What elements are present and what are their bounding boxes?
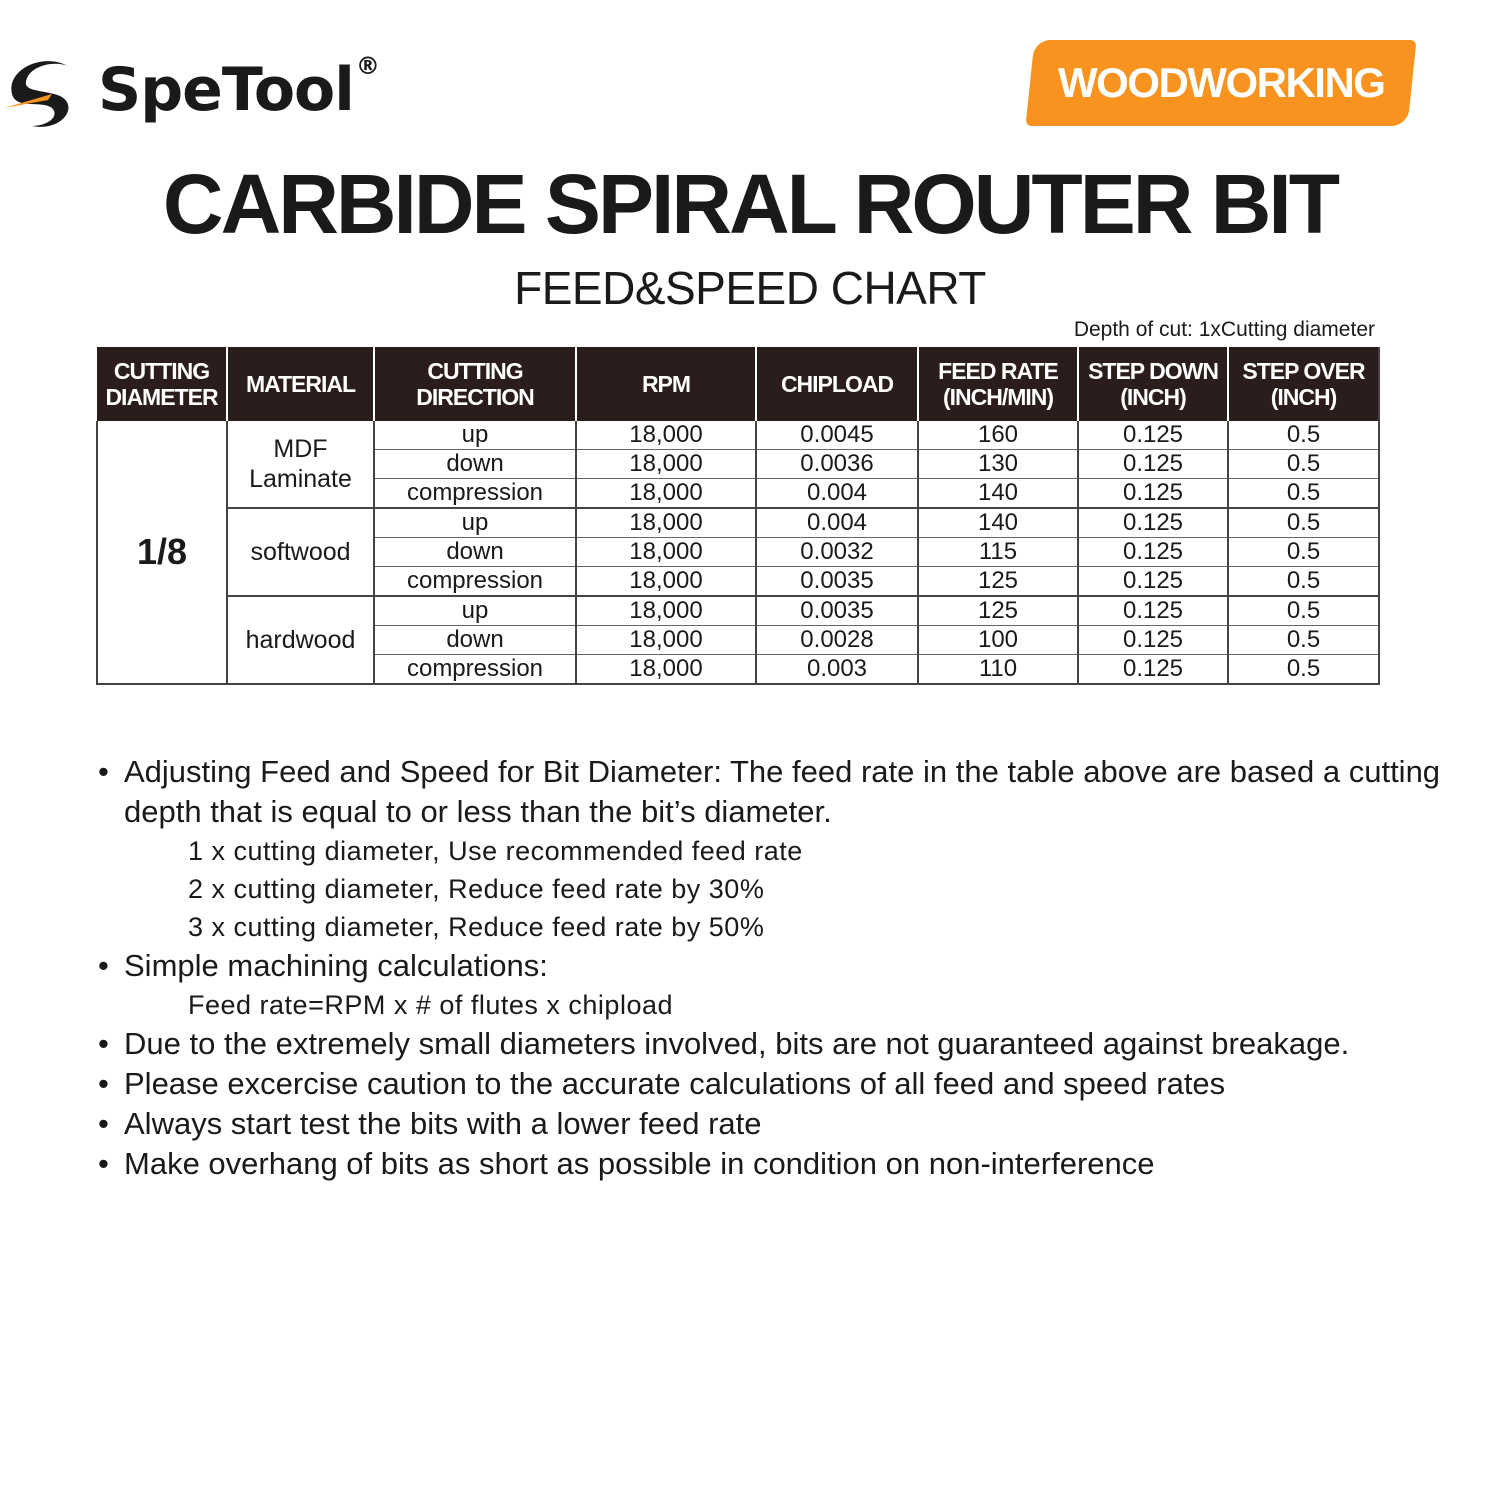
direction-cell: compression (374, 567, 576, 597)
chipload-cell: 0.004 (756, 508, 918, 538)
bullet-icon: • (98, 1026, 109, 1061)
feed-cell: 110 (918, 655, 1078, 685)
text-line: STEP OVER (1242, 358, 1365, 384)
text-line: FEED RATE (938, 358, 1058, 384)
note-text: Due to the extremely small diameters involved, bits are not guaranteed against breakage. (124, 1026, 1350, 1061)
step-over-cell: 0.5 (1228, 655, 1379, 685)
text-line: (INCH/MIN) (942, 384, 1054, 410)
note-item (98, 1064, 1458, 1104)
bullet-icon: • (98, 1066, 109, 1101)
sub-note: 2 x cutting diameter, Reduce feed rate by 30% (188, 874, 765, 904)
cutting-diameter-cell: 1/8 (97, 421, 227, 684)
sub-note: 3 x cutting diameter, Reduce feed rate by 50% (188, 912, 765, 942)
step-over-cell: 0.5 (1228, 508, 1379, 538)
bullet-icon: • (98, 1106, 109, 1141)
feed-cell: 140 (918, 508, 1078, 538)
chipload-cell: 0.0045 (756, 421, 918, 450)
step-over-cell: 0.5 (1228, 421, 1379, 450)
rpm-cell: 18,000 (576, 450, 756, 479)
spetool-swirl-icon (2, 50, 80, 130)
direction-cell: down (374, 626, 576, 655)
step-down-cell: 0.125 (1078, 421, 1228, 450)
sub-note: 1 x cutting diameter, Use recommended feed rate (188, 836, 803, 866)
feed-cell: 160 (918, 421, 1078, 450)
direction-cell: down (374, 450, 576, 479)
depth-note: Depth of cut: 1xCutting diameter (1073, 318, 1375, 341)
step-over-cell: 0.5 (1228, 450, 1379, 479)
column-header (1228, 347, 1379, 421)
step-down-cell: 0.125 (1078, 450, 1228, 479)
step-down-cell: 0.125 (1078, 655, 1228, 685)
step-over-cell: 0.5 (1228, 596, 1379, 626)
text-line: hardwood (245, 626, 356, 654)
direction-cell: up (374, 508, 576, 538)
feed-cell: 140 (918, 479, 1078, 509)
text-line: DIAMETER (105, 384, 218, 410)
notes-list (98, 752, 1458, 1184)
text-line: DIRECTION (416, 384, 534, 410)
page-subtitle: FEED&SPEED CHART (514, 262, 986, 314)
direction-cell: compression (374, 655, 576, 685)
text-line: RPM (641, 371, 691, 397)
text-line: MDF (273, 435, 328, 463)
text-line: CUTTING (113, 358, 210, 384)
table-header-row (97, 347, 1379, 421)
chipload-cell: 0.0036 (756, 450, 918, 479)
brand-name: SpeTool® (98, 52, 379, 125)
rpm-cell: 18,000 (576, 538, 756, 567)
step-down-cell: 0.125 (1078, 626, 1228, 655)
page-title: CARBIDE SPIRAL ROUTER BIT (162, 157, 1338, 251)
note-item (98, 1024, 1458, 1064)
brand-logo (2, 50, 379, 130)
note-item (98, 946, 1458, 986)
bullet-icon: • (98, 1146, 109, 1181)
badge-label: WOODWORKING (1057, 59, 1385, 106)
bullet-icon: • (98, 754, 109, 789)
text-line: (INCH) (1270, 384, 1337, 410)
bullet-icon: • (98, 948, 109, 983)
direction-cell: compression (374, 479, 576, 509)
feed-cell: 125 (918, 596, 1078, 626)
rpm-cell: 18,000 (576, 655, 756, 685)
table-row (97, 596, 1379, 626)
material-cell (227, 508, 374, 596)
rpm-cell: 18,000 (576, 421, 756, 450)
rpm-cell: 18,000 (576, 596, 756, 626)
table-row (97, 421, 1379, 450)
column-header (227, 347, 374, 421)
chipload-cell: 0.0028 (756, 626, 918, 655)
text-line: STEP DOWN (1088, 358, 1218, 384)
step-down-cell: 0.125 (1078, 479, 1228, 509)
chipload-cell: 0.003 (756, 655, 918, 685)
note-text: Adjusting Feed and Speed for Bit Diameter: The feed rate in the table above are based a cutting depth that is equal to or less than the bit’s diameter. (124, 754, 1441, 829)
feed-cell: 130 (918, 450, 1078, 479)
feed-speed-table (96, 347, 1380, 685)
step-down-cell: 0.125 (1078, 538, 1228, 567)
step-over-cell: 0.5 (1228, 626, 1379, 655)
chipload-cell: 0.0035 (756, 567, 918, 597)
text-line: softwood (250, 538, 351, 566)
rpm-cell: 18,000 (576, 508, 756, 538)
text-line: MATERIAL (245, 371, 356, 397)
direction-cell: down (374, 538, 576, 567)
step-over-cell: 0.5 (1228, 479, 1379, 509)
step-over-cell: 0.5 (1228, 538, 1379, 567)
column-header (576, 347, 756, 421)
note-item (98, 752, 1458, 832)
chipload-cell: 0.004 (756, 479, 918, 509)
step-over-cell: 0.5 (1228, 567, 1379, 597)
sub-note: Feed rate=RPM x # of flutes x chipload (188, 990, 673, 1020)
rpm-cell: 18,000 (576, 479, 756, 509)
column-header (1078, 347, 1228, 421)
chipload-cell: 0.0035 (756, 596, 918, 626)
text-line: Laminate (249, 465, 352, 493)
column-header (374, 347, 576, 421)
direction-cell: up (374, 421, 576, 450)
text-line: (INCH) (1120, 384, 1186, 410)
note-text: Simple machining calculations: (124, 948, 548, 983)
woodworking-badge (1025, 40, 1416, 126)
text-line: CUTTING (427, 358, 523, 384)
step-down-cell: 0.125 (1078, 567, 1228, 597)
note-text: Make overhang of bits as short as possible in condition on non-interference (124, 1146, 1155, 1181)
feed-cell: 125 (918, 567, 1078, 597)
material-cell (227, 421, 374, 508)
rpm-cell: 18,000 (576, 626, 756, 655)
column-header (756, 347, 918, 421)
feed-cell: 100 (918, 626, 1078, 655)
note-item (98, 1144, 1458, 1184)
table-row (97, 508, 1379, 538)
material-cell (227, 596, 374, 684)
rpm-cell: 18,000 (576, 567, 756, 597)
feed-cell: 115 (918, 538, 1078, 567)
step-down-cell: 0.125 (1078, 596, 1228, 626)
column-header (97, 347, 227, 421)
note-text: Please excercise caution to the accurate calculations of all feed and speed rates (124, 1066, 1226, 1101)
text-line: CHIPLOAD (780, 371, 894, 397)
direction-cell: up (374, 596, 576, 626)
column-header (918, 347, 1078, 421)
note-text: Always start test the bits with a lower feed rate (124, 1106, 762, 1141)
note-item (98, 1104, 1458, 1144)
chipload-cell: 0.0032 (756, 538, 918, 567)
step-down-cell: 0.125 (1078, 508, 1228, 538)
